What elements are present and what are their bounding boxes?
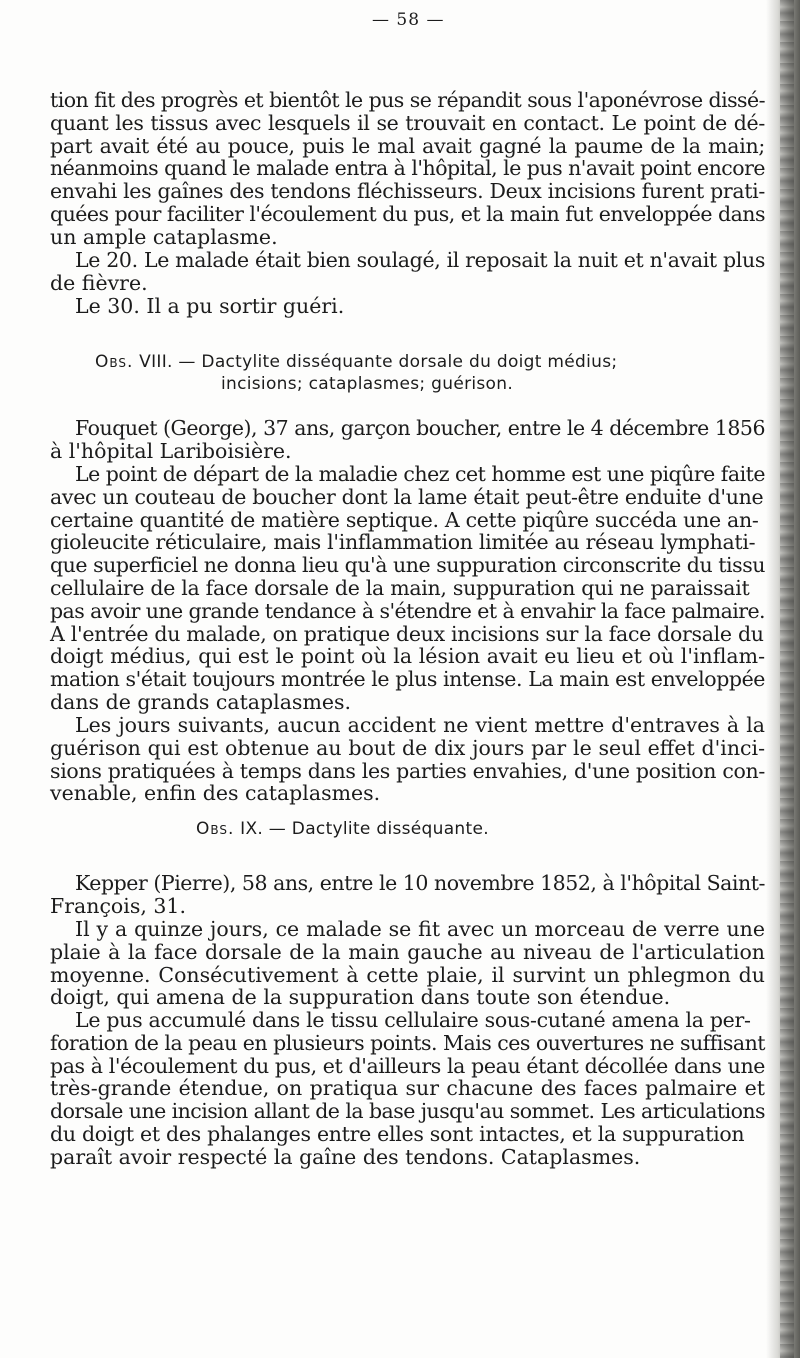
text-line: un ample cataplasme. [50, 224, 278, 249]
text-line: avec un couteau de boucher dont la lame était peut-être enduite d'une [50, 484, 764, 509]
text-line: gioleucite réticulaire, mais l'inflammation limitée au réseau lymphati- [50, 530, 756, 555]
text-line: dorsale une incision allant de la base jusqu'au sommet. Les articulations [50, 1099, 765, 1124]
text-line: doigt médius, qui est le point où la lésion avait eu lieu et où l'inflam- [50, 644, 765, 669]
text-line: moyenne. Consécutivement à cette plaie, il survint un phlegmon du [50, 962, 765, 987]
obs-title: IX. — Dactylite disséquante. [234, 819, 489, 839]
text-line: Le 20. Le malade était bien soulagé, il reposait la nuit et n'avait plus [75, 248, 765, 272]
observation-heading-viii [95, 351, 617, 395]
text-line: mation s'était toujours montrée le plus intense. La main est enveloppée [50, 667, 765, 692]
text-line: sions pratiquées à temps dans les parties envahies, d'une position con- [50, 758, 765, 783]
obs-label: Obs. [95, 352, 134, 372]
paragraph-pus-accumulation [50, 1009, 765, 1169]
text-line: plaie à la face dorsale de la main gauche au niveau de l'articulation [50, 939, 765, 964]
text-line: de fièvre. [50, 270, 148, 295]
text-line: Le pus accumulé dans le tissu cellulaire sous-cutané amena la per- [75, 1008, 751, 1032]
text-line: Il y a quinze jours, ce malade se fit avec un morceau de verre une [75, 917, 765, 941]
text-line: tion fit des progrès et bientôt le pus se répandit sous l'aponévrose dissé- [50, 88, 765, 112]
text-line: cellulaire de la face dorsale de la main, suppuration qui ne paraissait [50, 575, 750, 600]
paragraph-continuation [50, 89, 765, 249]
paragraph-following-days [50, 714, 765, 805]
text-line: François, 31. [50, 893, 186, 918]
text-line: pas avoir une grande tendance à s'étendre et à envahir la face palmaire. [50, 598, 765, 623]
text-line: paraît avoir respecté la gaîne des tendons. Cataplasmes. [50, 1144, 641, 1169]
text-line: dans de grands cataplasmes. [50, 689, 352, 714]
text-line: venable, enfin des cataplasmes. [50, 781, 381, 806]
text-line: Le point de départ de la maladie chez cet homme est une piqûre faite [75, 462, 765, 486]
text-line: quées pour faciliter l'écoulement du pus, et la main fut enveloppée dans [50, 201, 765, 226]
text-line: Kepper (Pierre), 58 ans, entre le 10 novembre 1852, à l'hôpital Saint- [75, 871, 765, 895]
text-line: Fouquet (George), 37 ans, garçon boucher, entre le 4 décembre 1856 [75, 416, 765, 440]
text-line: part avait été au pouce, puis le mal avait gagné la paume de la main; [50, 133, 765, 158]
paragraph-day-30 [50, 295, 765, 318]
text-line: Le 30. Il a pu sortir guéri. [75, 294, 345, 318]
obs-title: VIII. — Dactylite disséquante dorsale du doigt médius; [133, 352, 618, 372]
paragraph-case-description [50, 463, 765, 714]
paragraph-wound [50, 918, 765, 1009]
text-line: du doigt et des phalanges entre elles sont intactes, et la suppuration [50, 1121, 745, 1146]
obs-subtitle: incisions; cataplasmes; guérison. [221, 374, 514, 394]
text-line: envahi les gaînes des tendons fléchisseurs. Deux incisions furent prati- [50, 179, 765, 204]
text-line: pas à l'écoulement du pus, et d'ailleurs la peau étant décollée dans une [50, 1053, 765, 1078]
text-line: à l'hôpital Lariboisière. [50, 438, 292, 463]
paragraph-patient-kepper [50, 872, 765, 918]
observation-heading-ix [196, 818, 489, 840]
obs-label: Obs. [196, 819, 235, 839]
text-line: néanmoins quand le malade entra à l'hôpital, le pus n'avait point encore [50, 156, 765, 181]
text-line: foration de la peau en plusieurs points. Mais ces ouvertures ne suffisant [50, 1030, 765, 1055]
text-line: Les jours suivants, aucun accident ne vient mettre d'entraves à la [75, 713, 765, 737]
text-line: très-grande étendue, on pratiqua sur chacune des faces palmaire et [50, 1076, 765, 1101]
page-number: — 58 — [372, 10, 445, 30]
paragraph-day-20 [50, 249, 765, 295]
page-edge-texture [780, 0, 794, 1358]
paragraph-patient-fouquet [50, 417, 765, 463]
text-line: que superficiel ne donna lieu qu'à une suppuration circonscrite du tissu [50, 553, 765, 578]
text-line: quant les tissus avec lesquels il se trouvait en contact. Le point de dé- [50, 110, 765, 135]
text-line: A l'entrée du malade, on pratique deux incisions sur la face dorsale du [50, 621, 764, 646]
text-line: certaine quantité de matière septique. A cette piqûre succéda une an- [50, 507, 759, 532]
text-line: guérison qui est obtenue au bout de dix jours par le seul effet d'inci- [50, 735, 765, 760]
text-line: doigt, qui amena de la suppuration dans toute son étendue. [50, 985, 671, 1010]
